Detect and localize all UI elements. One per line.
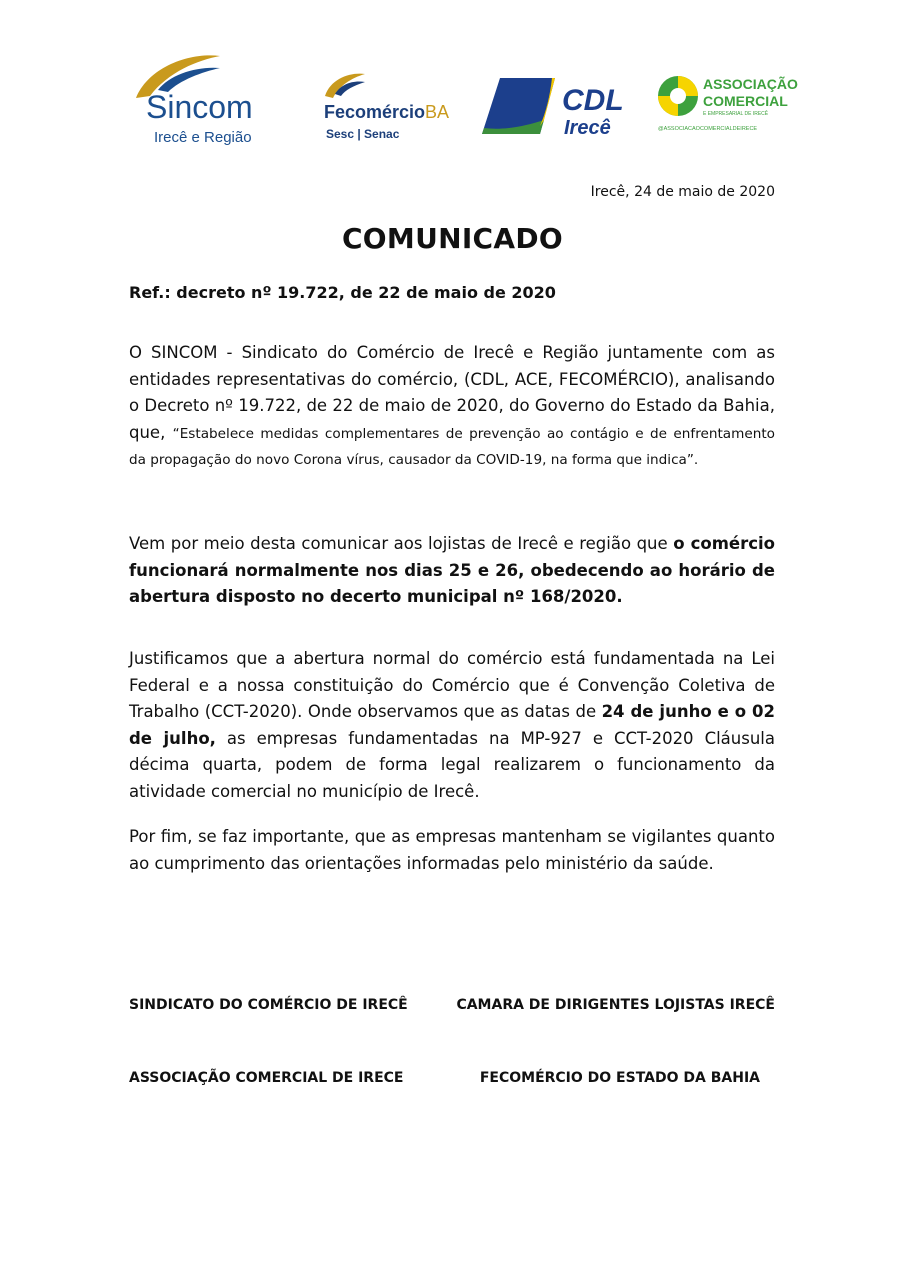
fecomercio-logo (321, 70, 456, 145)
fecomercio-logo-name: Fecomércio (324, 102, 426, 122)
signature-cdl: CAMARA DE DIRIGENTES LOJISTAS IRECÊ (456, 997, 775, 1013)
fecomercio-logo-sub: Sesc | Senac (326, 127, 400, 141)
cdl-logo-city: Irecê (564, 117, 611, 139)
document-title: COMUNICADO (341, 222, 564, 255)
associacao-logo-line3: E EMPRESARIAL DE IRECÊ (703, 111, 769, 117)
signature-fecomercio: FECOMÉRCIO DO ESTADO DA BAHIA (479, 1070, 760, 1086)
document-date: Irecê, 24 de maio de 2020 (590, 184, 775, 200)
fecomercio-logo-state: BA (425, 102, 450, 122)
paragraph-closing: Por fim, se faz importante, que as empresas mantenham se vigilantes quanto ao cumprimento das orientações informadas pelo ministério da saúde. (129, 827, 775, 873)
sincom-logo (128, 50, 288, 150)
signature-sindicato: SINDICATO DO COMÉRCIO DE IRECÊ (129, 997, 408, 1013)
signature-associacao: ASSOCIAÇÃO COMERCIAL DE IRECE (129, 1070, 404, 1086)
paragraph-justification-part1: Justificamos que a abertura normal do comércio está fundamentada na Lei Federal e a nossa constituição do Comércio que é Convenção Coletiva de Trabalho (CCT-2020). Onde observamos que as datas de (129, 649, 775, 721)
associacao-logo-handle: @ASSOCIACAOCOMERCIALDEIRECE (658, 126, 758, 132)
paragraph-announcement (129, 531, 775, 611)
paragraph-announcement-bold: o comércio funcionará normalmente nos dias 25 e 26, obedecendo ao horário de abertura disposto no decerto municipal nº 168/2020. (129, 534, 775, 606)
paragraph-justification (129, 646, 775, 805)
paragraph-intro-text: O SINCOM - Sindicato do Comércio de Irecê e Região juntamente com as entidades representativas do comércio, (CDL, ACE, FECOMÉRCIO), analisando o Decreto nº 19.722, de 22 de maio de 2020, do Governo do Estado da Bahia, que, (129, 343, 775, 442)
associacao-logo-line1: ASSOCIAÇÃO (703, 76, 798, 92)
sincom-logo-subtitle: Irecê e Região (154, 129, 252, 146)
associacao-comercial-logo (656, 72, 798, 140)
cdl-logo-name: CDL (562, 84, 624, 117)
header-logos (128, 50, 798, 150)
associacao-logo-line2: COMERCIAL (703, 93, 788, 109)
decree-quote: “Estabelece medidas complementares de prevenção ao contágio e de enfrentamento da propagação do novo Corona vírus, causador da COVID-19, na forma que indica”. (129, 425, 775, 468)
paragraph-announcement-text: Vem por meio desta comunicar aos lojistas de Irecê e região que (129, 534, 674, 553)
cdl-logo (480, 76, 625, 141)
paragraph-intro (129, 340, 775, 473)
reference-line: Ref.: decreto nº 19.722, de 22 de maio de 2020 (129, 283, 556, 302)
sincom-logo-name: Sincom (146, 89, 253, 125)
paragraph-justification-dates: 24 de junho e o 02 de julho, (129, 702, 776, 748)
paragraph-justification-part2: as empresas fundamentadas na MP-927 e CCT-2020 Cláusula décima quarta, podem de forma legal realizarem o funcionamento da atividade comercial no município de Irecê. (129, 728, 775, 801)
